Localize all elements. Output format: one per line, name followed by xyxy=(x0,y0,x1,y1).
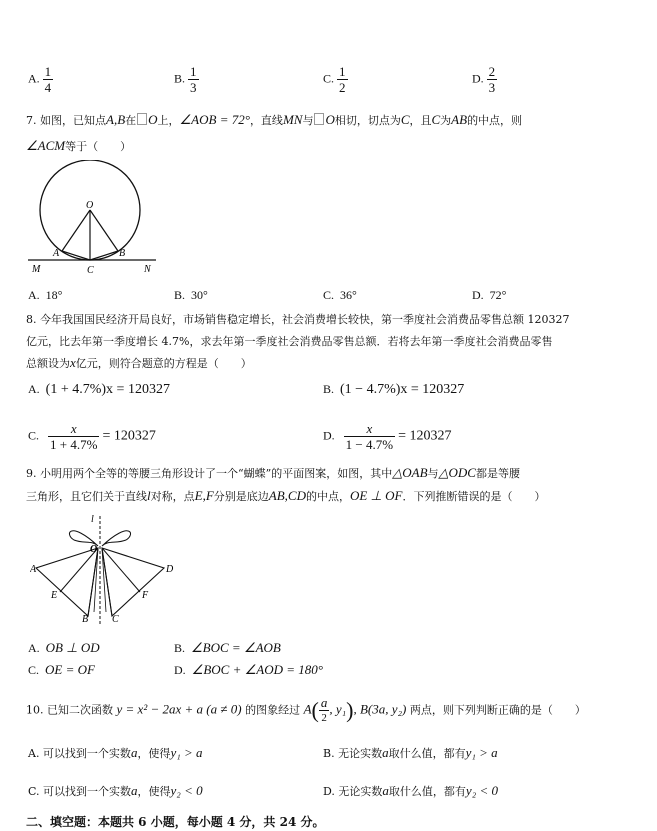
fraction xyxy=(337,64,348,95)
math: y₁ > a xyxy=(170,745,203,760)
label-d: D xyxy=(166,564,174,575)
denominator: 1 − 4.7% xyxy=(345,437,394,452)
text: 都是等腰 xyxy=(475,467,520,480)
label-o: O xyxy=(90,544,98,555)
math: ∠ACM xyxy=(26,138,66,153)
option-value: 30° xyxy=(191,288,208,302)
option-value: ∠BOC + ∠AOD = 180° xyxy=(191,662,323,677)
option-label: D. xyxy=(323,428,335,443)
paren-open: ( xyxy=(311,697,319,723)
option-label: B. xyxy=(174,71,186,86)
math: , y₁ xyxy=(329,701,347,717)
segment-oa xyxy=(62,210,90,251)
wing-line xyxy=(94,548,98,612)
q9-stem-line2 xyxy=(26,488,545,504)
q7-circle-figure xyxy=(28,160,168,278)
option-label: D. xyxy=(472,71,484,86)
q9-option-c xyxy=(28,662,95,678)
math: y₂ < 0 xyxy=(465,783,498,798)
q7-stem-line1 xyxy=(26,112,522,128)
text: 的中点， xyxy=(305,490,350,503)
option-value: 36° xyxy=(340,288,357,302)
fraction xyxy=(487,64,498,95)
text: 取什么值，都有 xyxy=(388,785,466,798)
label-c: C xyxy=(112,614,119,624)
denominator: 2 xyxy=(339,80,346,95)
q7-stem-line2 xyxy=(26,138,131,154)
fraction xyxy=(48,421,99,452)
text: A. 可以找到一个实数 xyxy=(28,747,131,760)
option-label: C. xyxy=(28,428,40,443)
q10-stem xyxy=(26,695,586,726)
label-f: F xyxy=(142,590,149,601)
denominator: 4 xyxy=(44,80,52,95)
label-c: C xyxy=(87,265,94,276)
q6-option-d xyxy=(472,64,497,95)
option-label: C. xyxy=(323,288,335,302)
numerator: 2 xyxy=(488,64,496,79)
text: 总额设为 xyxy=(26,357,70,370)
math: a xyxy=(382,745,389,760)
option-label: C. xyxy=(323,71,335,86)
rhs: = 120327 xyxy=(102,428,156,444)
text: 9. 小明用两个全等的等腰三角形设计了一个“蝴蝶”的平面图案，如图，其中 xyxy=(26,467,393,480)
q10-option-a xyxy=(28,745,203,761)
math: l xyxy=(147,488,151,503)
text: 的图象经过 xyxy=(245,703,301,717)
option-label: B. xyxy=(174,641,186,655)
option-value: 18° xyxy=(45,288,63,302)
q8-stem-line1: 8. 今年我国国民经济开局良好，市场销售稳定增长，社会消费增长较快，第一季度社会消费品零售总额 120327 xyxy=(26,313,570,326)
text: D. 无论实数 xyxy=(323,785,383,798)
label-b: B xyxy=(119,248,126,259)
text: B. 无论实数 xyxy=(323,747,383,760)
text: 分别是底边 xyxy=(213,490,269,503)
text: ，使得 xyxy=(137,747,171,760)
fraction xyxy=(43,64,54,95)
option-value: OE = OF xyxy=(45,662,95,677)
q9-option-d xyxy=(174,662,323,678)
label-o: O xyxy=(86,200,94,211)
option-label: A. xyxy=(28,288,40,302)
q7-option-a xyxy=(28,288,62,303)
q8-option-d xyxy=(323,421,452,452)
text: 相切，切点为 xyxy=(334,114,401,127)
numerator: a xyxy=(320,695,328,710)
q8-stem-line3 xyxy=(26,355,252,371)
option-label: A. xyxy=(28,641,40,655)
numerator: x xyxy=(344,421,395,437)
text: 在 xyxy=(125,114,137,127)
q7-option-c xyxy=(323,288,357,303)
math: a xyxy=(382,783,389,798)
q8-option-b xyxy=(323,382,464,398)
math: O xyxy=(325,112,335,127)
numerator: 1 xyxy=(190,64,197,79)
math: C xyxy=(431,112,441,127)
math: , B(3a, y₂) xyxy=(353,701,407,717)
math: AB,CD xyxy=(268,488,306,503)
label-l: l xyxy=(91,514,94,525)
math: OE ⊥ OF xyxy=(349,488,403,503)
text: 7. 如图，已知点 xyxy=(26,114,106,127)
option-label: A. xyxy=(28,382,40,396)
right-antenna-icon xyxy=(102,531,131,546)
option-value: (1 + 4.7%)x = 120327 xyxy=(45,382,170,397)
math: y = x² − 2ax + a (a ≠ 0) xyxy=(116,701,242,717)
math: ∠AOB = 72° xyxy=(179,112,250,127)
q9-stem-line1 xyxy=(26,465,520,481)
numerator: 1 xyxy=(339,64,346,79)
math: AB xyxy=(451,112,468,127)
label-a: A xyxy=(53,248,60,259)
math: a xyxy=(130,745,138,760)
text: 对称，点 xyxy=(150,490,195,503)
text: ，直线 xyxy=(249,114,283,127)
option-label: A. xyxy=(28,71,40,86)
q9-option-a xyxy=(28,640,100,656)
q6-option-a xyxy=(28,64,53,95)
circle-symbol-placeholder-icon xyxy=(137,113,147,125)
fraction xyxy=(344,421,395,452)
text: ．下列推断错误的是（ ） xyxy=(402,490,546,503)
q7-option-b xyxy=(174,288,208,303)
denominator: 3 xyxy=(488,80,496,95)
option-value: 72° xyxy=(489,288,507,302)
text: ，使得 xyxy=(137,785,171,798)
math: y₂ < 0 xyxy=(170,783,203,798)
label-a: A xyxy=(30,564,37,575)
math: A xyxy=(303,701,312,717)
q7-option-d xyxy=(472,288,506,303)
q10-option-d xyxy=(323,783,498,799)
circle-symbol-placeholder-icon xyxy=(314,113,324,125)
math: a xyxy=(131,783,138,798)
q10-option-c xyxy=(28,783,203,799)
section-heading: 二、填空题：本题共 6 小题，每小题 4 分，共 24 分。 xyxy=(26,815,325,829)
segment-ob xyxy=(90,210,118,251)
wing-line xyxy=(102,548,106,612)
denominator: 2 xyxy=(321,712,327,724)
q8-option-a xyxy=(28,382,170,398)
denominator: 1 + 4.7% xyxy=(50,437,98,452)
fraction xyxy=(188,64,199,95)
denominator: 3 xyxy=(190,80,197,95)
math: x xyxy=(70,355,76,370)
math: C xyxy=(400,112,410,127)
q6-option-c xyxy=(323,64,348,95)
text: 两点，则下列判断正确的是（ ） xyxy=(409,703,586,717)
text: 等于（ ） xyxy=(65,140,132,153)
numerator: x xyxy=(48,421,99,437)
option-value: ∠BOC = ∠AOB xyxy=(191,640,281,655)
math: A,B xyxy=(106,112,126,127)
label-n: N xyxy=(144,264,151,275)
math: △OAB xyxy=(392,465,428,480)
math: MN xyxy=(282,112,303,127)
option-label: B. xyxy=(323,382,335,396)
option-value: (1 − 4.7%)x = 120327 xyxy=(340,382,465,397)
text: C. 可以找到一个实数 xyxy=(28,785,132,798)
text: 三角形，且它们关于直线 xyxy=(26,490,147,503)
text: 上， xyxy=(157,114,180,127)
label-e: E xyxy=(51,590,58,601)
rhs: = 120327 xyxy=(398,428,452,444)
text: 与 xyxy=(302,114,314,127)
text: 为 xyxy=(440,114,452,127)
text: 10. 已知二次函数 xyxy=(26,703,113,717)
q9-option-b xyxy=(174,640,281,656)
math: △ODC xyxy=(438,465,476,480)
q8-stem-line2: 亿元，比去年第一季度增长 4.7%，求去年第一季度社会消费品零售总额．若将去年第一季度社会消费品零售 xyxy=(26,335,553,348)
math: O xyxy=(148,112,158,127)
option-label: D. xyxy=(472,288,484,302)
text: 亿元，则符合题意的方程是（ ） xyxy=(75,357,252,370)
option-label: D. xyxy=(174,663,186,677)
numerator: 1 xyxy=(44,64,52,79)
math: E,F xyxy=(194,488,214,503)
q9-butterfly-figure xyxy=(30,512,180,624)
option-label: B. xyxy=(174,288,186,302)
math: y₁ > a xyxy=(465,745,498,760)
option-value: OB ⊥ OD xyxy=(45,640,100,655)
paren-close: ) xyxy=(346,697,354,723)
fraction xyxy=(319,695,330,726)
text: 与 xyxy=(427,467,439,480)
q8-option-c xyxy=(28,421,156,452)
q6-option-b xyxy=(174,64,199,95)
label-b: B xyxy=(82,614,89,624)
text: ，且 xyxy=(409,114,432,127)
q10-option-b xyxy=(323,745,498,761)
label-m: M xyxy=(32,264,41,275)
text: 取什么值，都有 xyxy=(388,747,466,760)
text: 的中点，则 xyxy=(467,114,523,127)
option-label: C. xyxy=(28,663,40,677)
